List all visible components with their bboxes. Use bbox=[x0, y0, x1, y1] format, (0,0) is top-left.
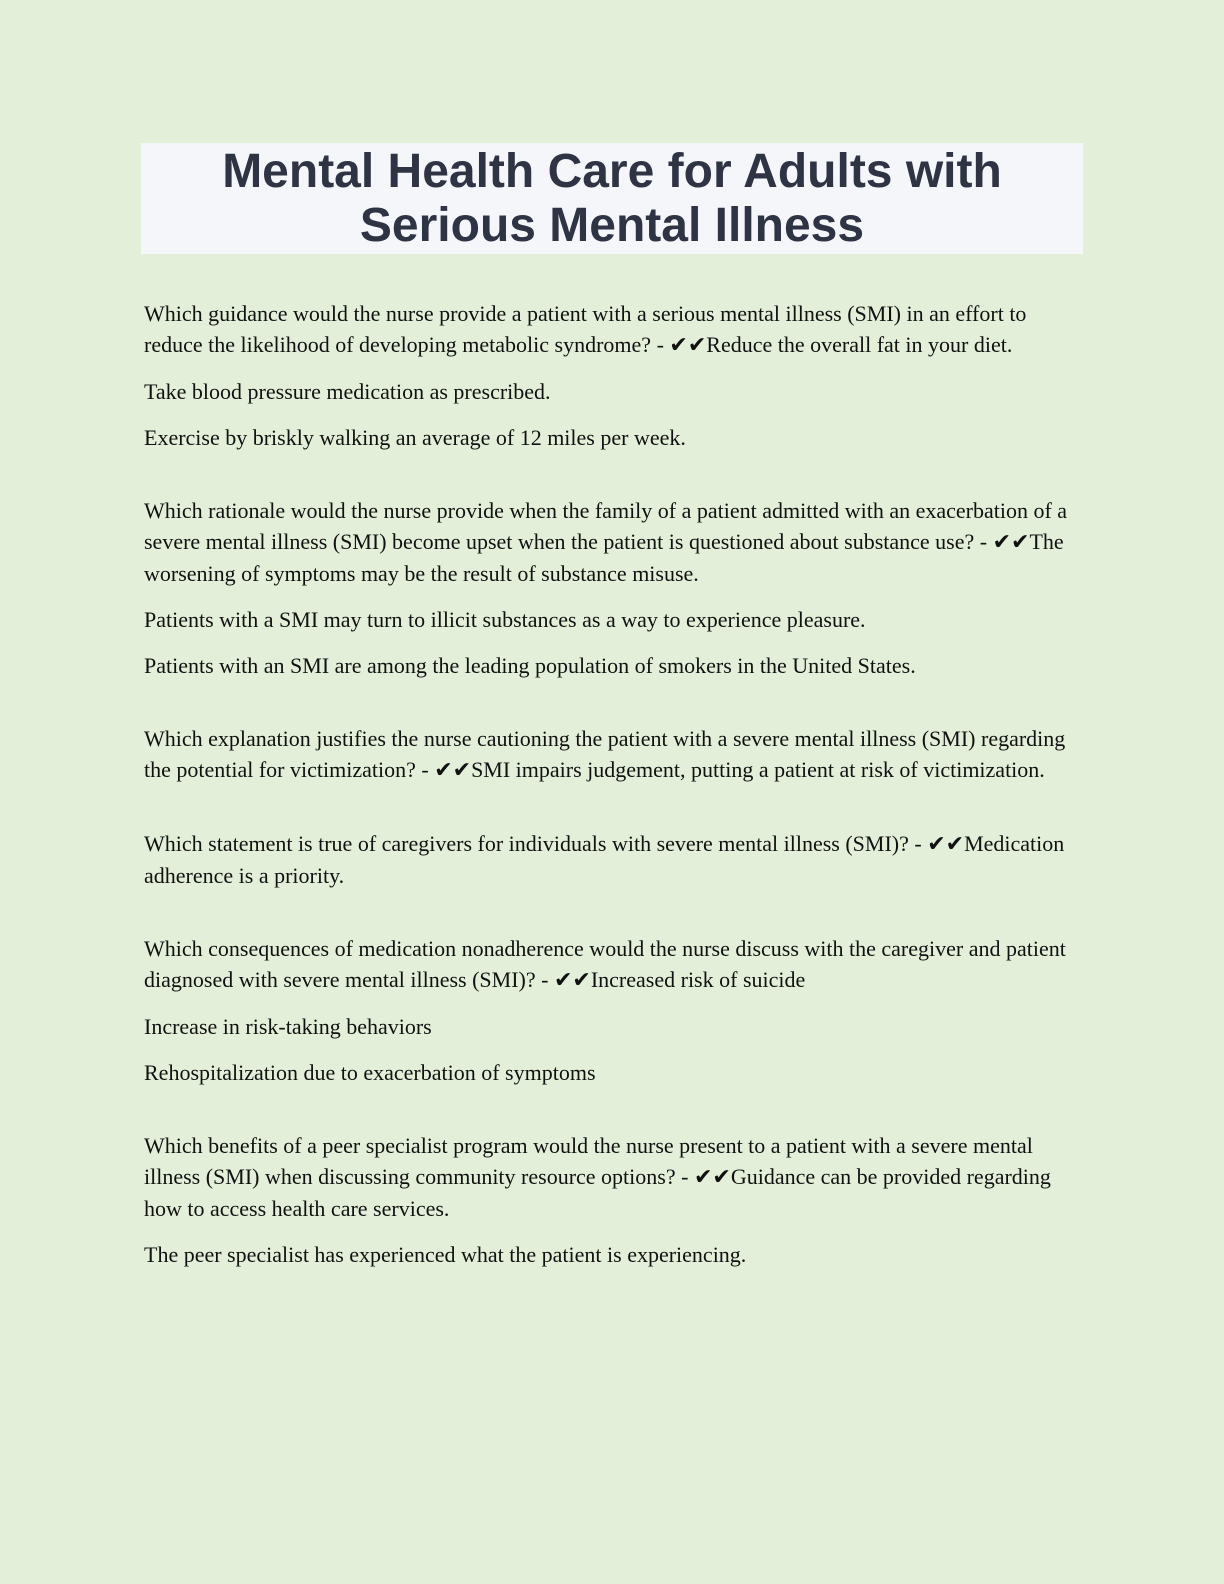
answer-text: Medication adherence is a priority. bbox=[144, 831, 1065, 888]
question-text: Which benefits of a peer specialist program would the nurse present to a patient with a severe mental illness (SMI) when discussing community resource options? - bbox=[144, 1133, 1033, 1189]
answer-line: Rehospitalization due to exacerbation of symptoms bbox=[144, 1060, 596, 1085]
question-text: Which guidance would the nurse provide a patient with a serious mental illness (SMI) in an effort to reduce the likelihood of developing metabolic syndrome? - bbox=[144, 301, 1027, 357]
double-check-icon: ✔✔ bbox=[434, 758, 472, 783]
answer-text: SMI impairs judgement, putting a patient at risk of victimization. bbox=[471, 757, 1045, 782]
title-line-2: Serious Mental Illness bbox=[359, 198, 865, 252]
answer-text: Increased risk of suicide bbox=[590, 967, 806, 992]
question-text: Which statement is true of caregivers for individuals with severe mental illness (SMI)? - bbox=[144, 831, 928, 856]
qa-item bbox=[144, 1130, 1084, 1270]
question-text: Which explanation justifies the nurse cautioning the patient with a severe mental illness (SMI) regarding the potential for victimization? - bbox=[144, 726, 1066, 782]
qa-item bbox=[144, 723, 1084, 786]
question-paragraph bbox=[144, 828, 1084, 891]
qa-item bbox=[144, 495, 1084, 681]
question-paragraph bbox=[144, 723, 1084, 786]
qa-item bbox=[144, 298, 1084, 453]
title-line-1: Mental Health Care for Adults with bbox=[222, 144, 1002, 198]
double-check-icon: ✔✔ bbox=[927, 832, 965, 857]
question-paragraph bbox=[144, 1130, 1084, 1224]
answer-line: Increase in risk-taking behaviors bbox=[144, 1014, 432, 1039]
question-text: Which rationale would the nurse provide when the family of a patient admitted with an exacerbation of a severe mental illness (SMI) become upset when the patient is questioned about substance use? - bbox=[144, 498, 1068, 554]
answer-line: Exercise by briskly walking an average of 12 miles per week. bbox=[144, 425, 686, 450]
qa-item bbox=[144, 933, 1084, 1088]
answer-line: Patients with an SMI are among the leading population of smokers in the United States. bbox=[144, 653, 916, 678]
title-banner bbox=[141, 143, 1083, 254]
qa-list bbox=[144, 298, 1084, 1312]
double-check-icon: ✔✔ bbox=[693, 1165, 731, 1190]
answer-line: Patients with a SMI may turn to illicit substances as a way to experience pleasure. bbox=[144, 607, 866, 632]
answer-line: Take blood pressure medication as prescribed. bbox=[144, 379, 551, 404]
answer-line: The peer specialist has experienced what the patient is experiencing. bbox=[144, 1242, 747, 1267]
question-paragraph bbox=[144, 298, 1084, 361]
double-check-icon: ✔✔ bbox=[992, 530, 1030, 555]
answer-text: Guidance can be provided regarding how to access health care services. bbox=[144, 1164, 1051, 1221]
double-check-icon: ✔✔ bbox=[553, 968, 591, 993]
question-text: Which consequences of medication nonadherence would the nurse discuss with the caregiver and patient diagnosed with severe mental illness (SMI)? - bbox=[144, 936, 1066, 992]
question-paragraph bbox=[144, 933, 1084, 996]
question-paragraph bbox=[144, 495, 1084, 589]
answer-text: Reduce the overall fat in your diet. bbox=[706, 332, 1013, 357]
answer-text: The worsening of symptoms may be the result of substance misuse. bbox=[144, 529, 1064, 586]
qa-item bbox=[144, 828, 1084, 891]
page-title bbox=[222, 145, 1002, 253]
double-check-icon: ✔✔ bbox=[669, 333, 707, 358]
